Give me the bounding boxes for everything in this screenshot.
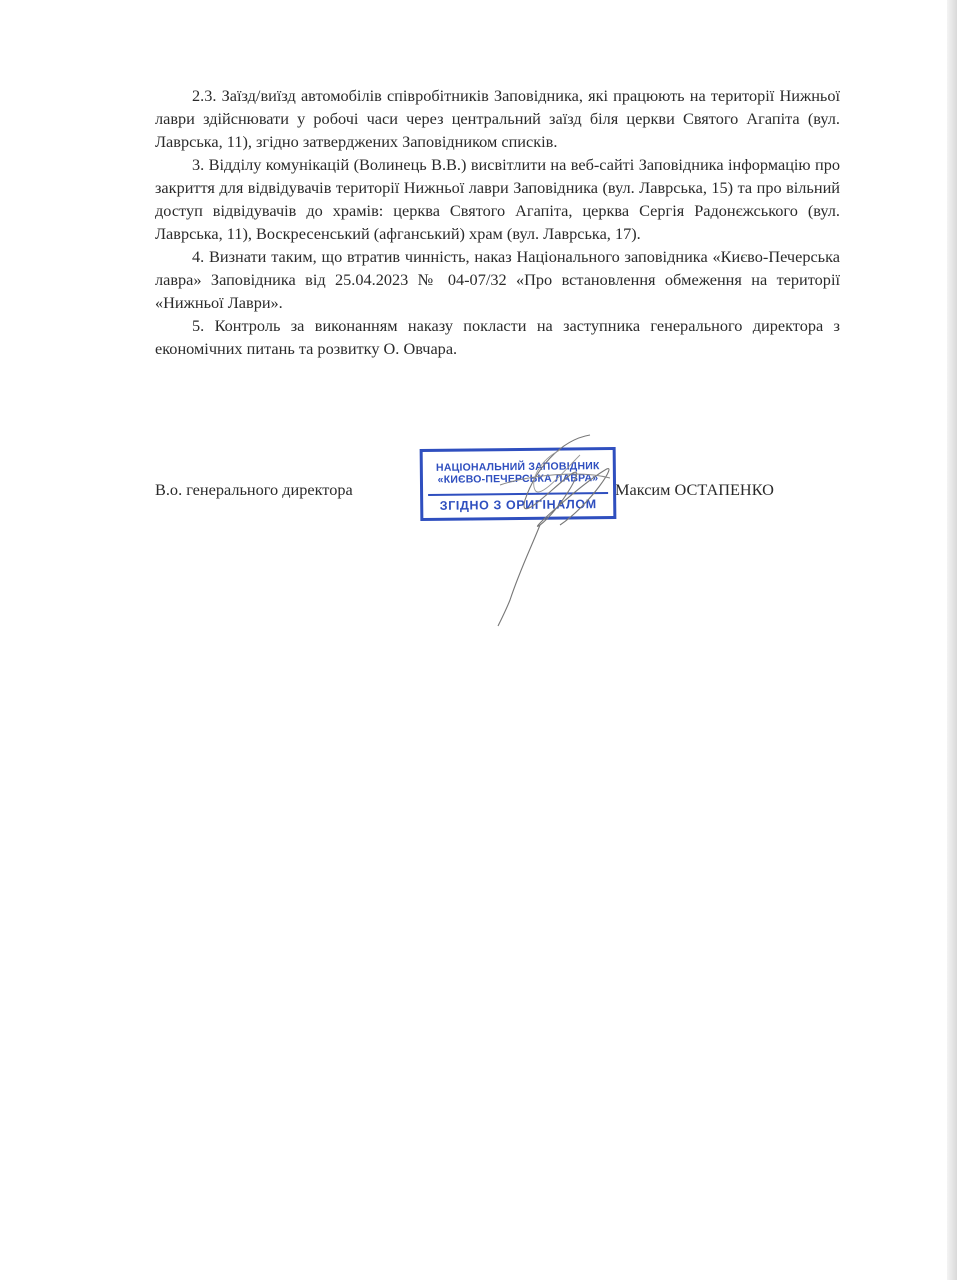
handwritten-signature bbox=[440, 430, 640, 630]
page-edge-shadow bbox=[947, 0, 957, 1280]
paragraph-4: 4. Визнати таким, що втратив чинність, наказ Національного заповідника «Києво-Печерська лавра» Заповідника від 25.04.2023 № 04-07/32 «Про встановлення обмеження на території «Нижньої Лаври». bbox=[155, 247, 840, 312]
paragraph-2-3: 2.3. Заїзд/виїзд автомобілів співробітників Заповідника, які працюють на території Нижньої лаври здійснювати у робочі часи через центральний заїзд біля церкви Святого Агапіта (вул. Лаврська, 11), згідно затверджених Заповідником списків. bbox=[155, 86, 840, 151]
paragraph-5: 5. Контроль за виконанням наказу покласти на заступника генерального директора з економічних питань та розвитку О. Овчара. bbox=[155, 316, 840, 358]
signatory-name: Максим ОСТАПЕНКО bbox=[615, 480, 774, 499]
stamp-line-3: ЗГІДНО З ОРИГІНАЛОМ bbox=[428, 492, 608, 513]
stamp-line-1: НАЦІОНАЛЬНИЙ ЗАПОВІДНИК bbox=[435, 460, 600, 474]
document-body bbox=[155, 84, 840, 360]
stamp-line-2: «КИЄВО-ПЕЧЕРСЬКА ЛАВРА» bbox=[437, 472, 599, 486]
paragraph-3: 3. Відділу комунікацій (Волинець В.В.) висвітлити на веб-сайті Заповідника інформацію про закриття для відвідувачів території Нижньої лаври Заповідника (вул. Лаврська, 15) та про вільний доступ відвідувачів до храмів: церква Святого Агапіта, церква Сергія Радонєжського (вул. Лаврська, 11), Воскресенський (афганський) храм (вул. Лаврська, 17). bbox=[155, 155, 840, 243]
signatory-title: В.о. генерального директора bbox=[155, 480, 353, 499]
